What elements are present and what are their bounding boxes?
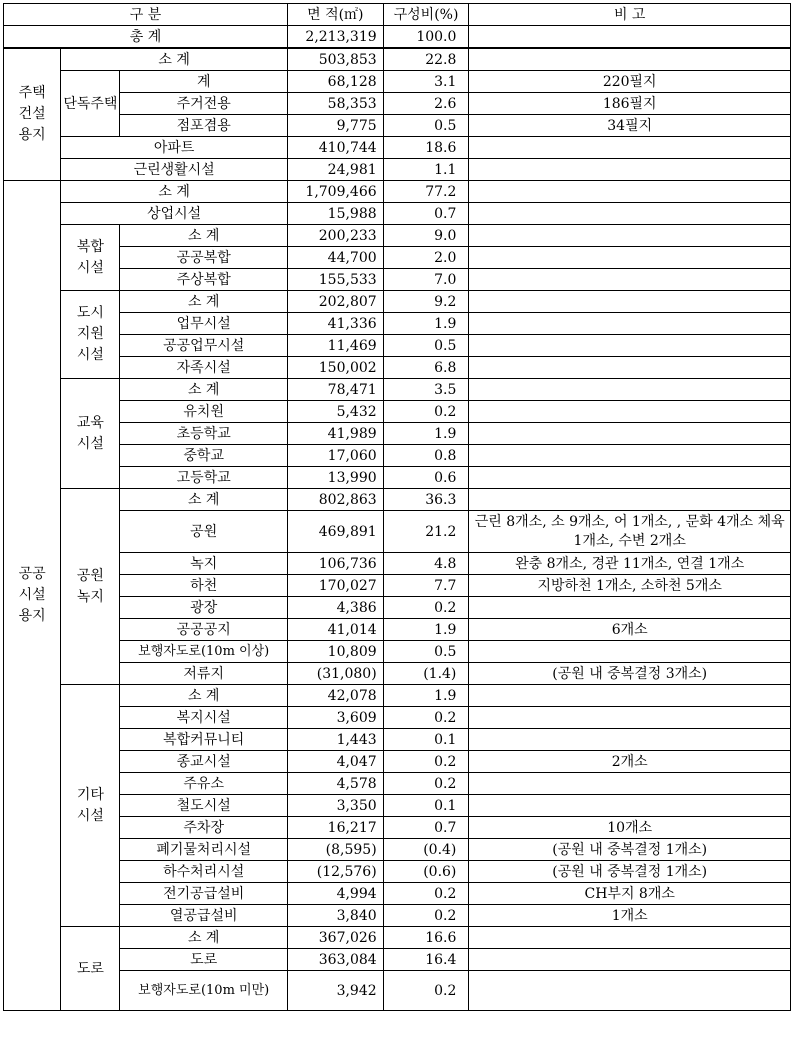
area-value: 150,002 xyxy=(287,357,383,379)
table-row xyxy=(4,751,791,773)
table-row xyxy=(4,729,791,751)
table-row xyxy=(4,511,791,553)
row-label: 철도시설 xyxy=(120,795,287,817)
ratio-value: 21.2 xyxy=(383,511,469,553)
table-row xyxy=(4,795,791,817)
ratio-value: 3.5 xyxy=(383,379,469,401)
row-label: 업무시설 xyxy=(120,313,287,335)
ratio-value: 1.9 xyxy=(383,685,469,707)
header-area: 면 적(㎡) xyxy=(287,4,383,26)
table-row xyxy=(4,423,791,445)
note: 지방하천 1개소, 소하천 5개소 xyxy=(469,575,791,597)
row-label: 복지시설 xyxy=(120,707,287,729)
subgroup-text: 복합 시설 xyxy=(76,238,104,276)
row-label: 고등학교 xyxy=(120,467,287,489)
row-label: 공공복합 xyxy=(120,247,287,269)
area-value: 410,744 xyxy=(287,137,383,159)
area-value: 10,809 xyxy=(287,641,383,663)
table-row xyxy=(4,71,791,93)
note: (공원 내 중복결정 3개소) xyxy=(469,663,791,685)
ratio-value: 2.6 xyxy=(383,93,469,115)
row-label: 소 계 xyxy=(61,181,288,203)
ratio-value: 7.7 xyxy=(383,575,469,597)
note xyxy=(469,445,791,467)
table-row xyxy=(4,401,791,423)
row-label: 하수처리시설 xyxy=(120,861,287,883)
area-value: 13,990 xyxy=(287,467,383,489)
note xyxy=(469,685,791,707)
row-label: 소 계 xyxy=(120,685,287,707)
row-label: 유치원 xyxy=(120,401,287,423)
subgroup-label xyxy=(61,379,120,489)
table-row xyxy=(4,619,791,641)
area-value: 1,443 xyxy=(287,729,383,751)
ratio-value: 0.8 xyxy=(383,445,469,467)
grand-total-row xyxy=(4,26,791,49)
note xyxy=(469,291,791,313)
subgroup-text: 공원 녹지 xyxy=(76,567,104,605)
row-label: 주차장 xyxy=(120,817,287,839)
table-row xyxy=(4,181,791,203)
table-row xyxy=(4,159,791,181)
area-value: 41,336 xyxy=(287,313,383,335)
row-label: 공공공지 xyxy=(120,619,287,641)
table-row xyxy=(4,357,791,379)
ratio-value: 7.0 xyxy=(383,269,469,291)
row-label: 중학교 xyxy=(120,445,287,467)
ratio-value: 0.2 xyxy=(383,773,469,795)
ratio-value: 0.2 xyxy=(383,971,469,1011)
note xyxy=(469,423,791,445)
note xyxy=(469,269,791,291)
note xyxy=(469,313,791,335)
note xyxy=(469,401,791,423)
note: 완충 8개소, 경관 11개소, 연결 1개소 xyxy=(469,553,791,575)
row-label: 소 계 xyxy=(120,927,287,949)
note: 2개소 xyxy=(469,751,791,773)
table-row xyxy=(4,467,791,489)
table-row xyxy=(4,597,791,619)
note: (공원 내 중복결정 1개소) xyxy=(469,839,791,861)
header-ratio: 구성비(%) xyxy=(383,4,469,26)
note xyxy=(469,949,791,971)
table-row xyxy=(4,335,791,357)
row-label: 전기공급설비 xyxy=(120,883,287,905)
area-value: 4,578 xyxy=(287,773,383,795)
ratio-value: 0.2 xyxy=(383,905,469,927)
table-row xyxy=(4,291,791,313)
area-value: 503,853 xyxy=(287,48,383,71)
table-row xyxy=(4,927,791,949)
area-value: 469,891 xyxy=(287,511,383,553)
ratio-value: (1.4) xyxy=(383,663,469,685)
note xyxy=(469,48,791,71)
table-row xyxy=(4,663,791,685)
area-value: 4,386 xyxy=(287,597,383,619)
note xyxy=(469,26,791,49)
area-value: 200,233 xyxy=(287,225,383,247)
ratio-value: 0.1 xyxy=(383,795,469,817)
row-label: 보행자도로(10m 미만) xyxy=(120,971,287,1011)
area-value: 4,047 xyxy=(287,751,383,773)
ratio-value: 0.2 xyxy=(383,597,469,619)
group-label-public xyxy=(4,181,61,1011)
row-label: 소 계 xyxy=(120,379,287,401)
ratio-value: 1.9 xyxy=(383,619,469,641)
ratio-value: 6.8 xyxy=(383,357,469,379)
table-row xyxy=(4,839,791,861)
area-value: 24,981 xyxy=(287,159,383,181)
ratio-value: 1.9 xyxy=(383,423,469,445)
header-category: 구 분 xyxy=(4,4,288,26)
ratio-value: 9.2 xyxy=(383,291,469,313)
ratio-value: 36.3 xyxy=(383,489,469,511)
note xyxy=(469,159,791,181)
note xyxy=(469,225,791,247)
note xyxy=(469,379,791,401)
ratio-value: 0.7 xyxy=(383,203,469,225)
row-label: 공원 xyxy=(120,511,287,553)
note: 1개소 xyxy=(469,905,791,927)
row-label: 폐기물처리시설 xyxy=(120,839,287,861)
area-value: (8,595) xyxy=(287,839,383,861)
table-row xyxy=(4,817,791,839)
note: 34필지 xyxy=(469,115,791,137)
table-row xyxy=(4,225,791,247)
ratio-value: 0.2 xyxy=(383,707,469,729)
area-value: 4,994 xyxy=(287,883,383,905)
table-row xyxy=(4,48,791,71)
table-row xyxy=(4,883,791,905)
area-value: 5,432 xyxy=(287,401,383,423)
table-row xyxy=(4,269,791,291)
table-row xyxy=(4,707,791,729)
subgroup-label xyxy=(61,225,120,291)
ratio-value: (0.6) xyxy=(383,861,469,883)
ratio-value: 0.1 xyxy=(383,729,469,751)
row-label: 소 계 xyxy=(120,225,287,247)
area-value: 202,807 xyxy=(287,291,383,313)
table-row xyxy=(4,641,791,663)
group-label-housing xyxy=(4,48,61,181)
ratio-value: 0.5 xyxy=(383,335,469,357)
ratio-value: 0.2 xyxy=(383,751,469,773)
row-label: 근린생활시설 xyxy=(61,159,288,181)
ratio-value: 1.9 xyxy=(383,313,469,335)
note xyxy=(469,597,791,619)
subgroup-text: 기타 시설 xyxy=(76,786,104,824)
row-label: 상업시설 xyxy=(61,203,288,225)
row-label: 열공급설비 xyxy=(120,905,287,927)
area-value: 41,989 xyxy=(287,423,383,445)
row-label: 소 계 xyxy=(120,489,287,511)
area-value: 44,700 xyxy=(287,247,383,269)
table-row xyxy=(4,115,791,137)
note xyxy=(469,335,791,357)
note xyxy=(469,729,791,751)
area-value: 3,350 xyxy=(287,795,383,817)
note: 10개소 xyxy=(469,817,791,839)
subgroup-label: 도로 xyxy=(61,927,120,1011)
ratio-value: 0.5 xyxy=(383,115,469,137)
table-row xyxy=(4,313,791,335)
note xyxy=(469,181,791,203)
note xyxy=(469,357,791,379)
note xyxy=(469,137,791,159)
subgroup-text: 교육 시설 xyxy=(76,414,104,452)
note xyxy=(469,641,791,663)
table-row xyxy=(4,861,791,883)
note xyxy=(469,467,791,489)
row-label: 초등학교 xyxy=(120,423,287,445)
ratio-value: 100.0 xyxy=(383,26,469,49)
ratio-value: 0.7 xyxy=(383,817,469,839)
subgroup-label xyxy=(61,489,120,685)
area-value: (31,080) xyxy=(287,663,383,685)
row-label: 도로 xyxy=(120,949,287,971)
ratio-value: 3.1 xyxy=(383,71,469,93)
ratio-value: 0.2 xyxy=(383,883,469,905)
subgroup-text: 도시 지원 시설 xyxy=(76,305,104,363)
note: 근린 8개소, 소 9개소, 어 1개소, , 문화 4개소 체육 1개소, 수변 2개소 xyxy=(469,511,791,553)
subgroup-label: 단독주택 xyxy=(61,71,120,137)
note xyxy=(469,773,791,795)
ratio-value: 22.8 xyxy=(383,48,469,71)
row-label: 공공업무시설 xyxy=(120,335,287,357)
row-label: 복합커뮤니티 xyxy=(120,729,287,751)
ratio-value: 1.1 xyxy=(383,159,469,181)
ratio-value: (0.4) xyxy=(383,839,469,861)
area-value: (12,576) xyxy=(287,861,383,883)
ratio-value: 0.5 xyxy=(383,641,469,663)
area-value: 58,353 xyxy=(287,93,383,115)
subgroup-label xyxy=(61,685,120,927)
table-row xyxy=(4,203,791,225)
row-label: 총 계 xyxy=(4,26,288,49)
row-label: 보행자도로(10m 이상) xyxy=(120,641,287,663)
row-label: 점포겸용 xyxy=(120,115,287,137)
area-value: 3,942 xyxy=(287,971,383,1011)
row-label: 종교시설 xyxy=(120,751,287,773)
header-note: 비 고 xyxy=(469,4,791,26)
area-value: 155,533 xyxy=(287,269,383,291)
ratio-value: 0.6 xyxy=(383,467,469,489)
area-value: 367,026 xyxy=(287,927,383,949)
ratio-value: 16.4 xyxy=(383,949,469,971)
table-row xyxy=(4,553,791,575)
note: 186필지 xyxy=(469,93,791,115)
header-row xyxy=(4,4,791,26)
area-value: 363,084 xyxy=(287,949,383,971)
area-value: 68,128 xyxy=(287,71,383,93)
area-value: 3,609 xyxy=(287,707,383,729)
note xyxy=(469,795,791,817)
subgroup-label xyxy=(61,291,120,379)
note: CH부지 8개소 xyxy=(469,883,791,905)
area-value: 2,213,319 xyxy=(287,26,383,49)
note xyxy=(469,707,791,729)
area-value: 1,709,466 xyxy=(287,181,383,203)
table-row xyxy=(4,137,791,159)
note xyxy=(469,247,791,269)
area-value: 170,027 xyxy=(287,575,383,597)
row-label: 주유소 xyxy=(120,773,287,795)
note xyxy=(469,927,791,949)
table-row xyxy=(4,379,791,401)
table-row xyxy=(4,575,791,597)
row-label: 소 계 xyxy=(61,48,288,71)
table-row xyxy=(4,247,791,269)
table-row xyxy=(4,489,791,511)
area-value: 17,060 xyxy=(287,445,383,467)
table-row xyxy=(4,685,791,707)
row-label: 자족시설 xyxy=(120,357,287,379)
table-row xyxy=(4,773,791,795)
row-label: 광장 xyxy=(120,597,287,619)
row-label: 저류지 xyxy=(120,663,287,685)
area-value: 15,988 xyxy=(287,203,383,225)
land-use-table xyxy=(3,3,791,1011)
ratio-value: 2.0 xyxy=(383,247,469,269)
note xyxy=(469,971,791,1011)
row-label: 녹지 xyxy=(120,553,287,575)
note xyxy=(469,203,791,225)
row-label: 계 xyxy=(120,71,287,93)
row-label: 아파트 xyxy=(61,137,288,159)
ratio-value: 0.2 xyxy=(383,401,469,423)
table-row xyxy=(4,93,791,115)
area-value: 16,217 xyxy=(287,817,383,839)
ratio-value: 16.6 xyxy=(383,927,469,949)
area-value: 802,863 xyxy=(287,489,383,511)
note: 220필지 xyxy=(469,71,791,93)
ratio-value: 9.0 xyxy=(383,225,469,247)
group-text: 주택 건설 용지 xyxy=(18,85,46,143)
area-value: 42,078 xyxy=(287,685,383,707)
area-value: 11,469 xyxy=(287,335,383,357)
area-value: 41,014 xyxy=(287,619,383,641)
table-row xyxy=(4,445,791,467)
row-label: 주상복합 xyxy=(120,269,287,291)
note: 6개소 xyxy=(469,619,791,641)
row-label: 하천 xyxy=(120,575,287,597)
table-row xyxy=(4,949,791,971)
row-label: 주거전용 xyxy=(120,93,287,115)
area-value: 78,471 xyxy=(287,379,383,401)
area-value: 3,840 xyxy=(287,905,383,927)
area-value: 9,775 xyxy=(287,115,383,137)
row-label: 소 계 xyxy=(120,291,287,313)
ratio-value: 4.8 xyxy=(383,553,469,575)
ratio-value: 18.6 xyxy=(383,137,469,159)
area-value: 106,736 xyxy=(287,553,383,575)
table-row xyxy=(4,905,791,927)
ratio-value: 77.2 xyxy=(383,181,469,203)
table-row xyxy=(4,971,791,1011)
note xyxy=(469,489,791,511)
note: (공원 내 중복결정 1개소) xyxy=(469,861,791,883)
group-text: 공공 시설 용지 xyxy=(18,566,46,624)
